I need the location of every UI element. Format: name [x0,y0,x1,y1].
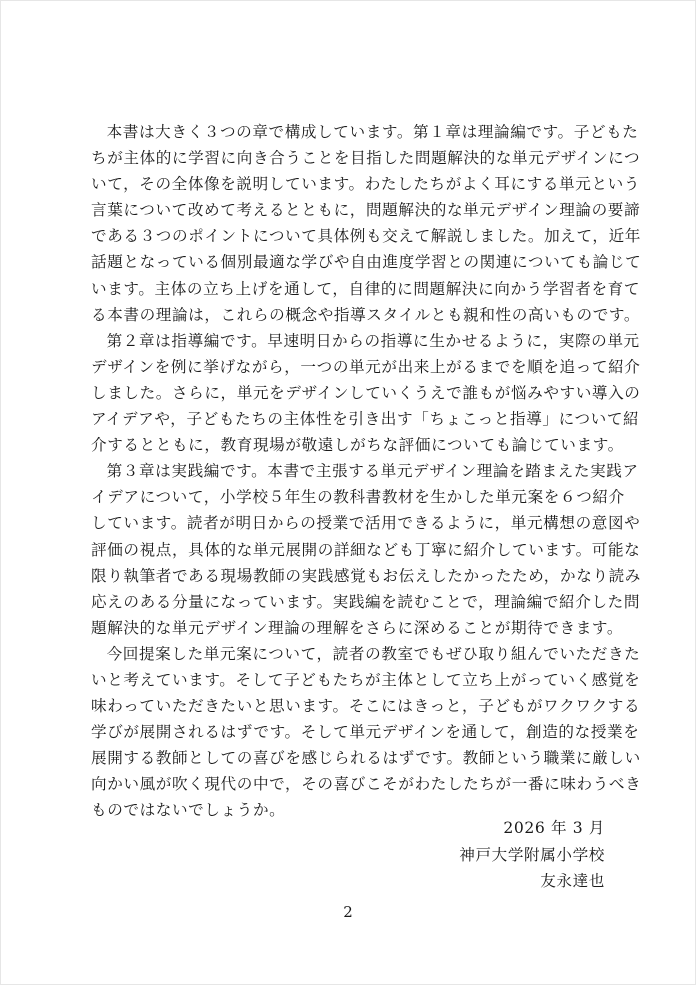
text-line: しています。読者が明日からの授業で活用できるように，単元構想の意図や [91,514,641,533]
text-line: 言葉について改めて考えるとともに，問題解決的な単元デザイン理論の要諦 [91,201,641,220]
text-line: 評価の視点，具体的な単元展開の詳細なども丁寧に紹介しています。可能な [91,540,641,559]
text-line: 限り執筆者である現場教師の実践感覚もお伝えしたかったため，かなり読み [91,566,641,585]
text-line: 今回提案した単元案について，読者の教室でもぜひ取り組んでいただきた [106,644,641,663]
text-line: 味わっていただきたいと思います。そこにはきっと，子どもがワクワクする [91,697,641,716]
text-line: 第２章は指導編です。早速明日からの指導に生かせるように，実際の単元 [106,331,640,350]
text-line: 向かい風が吹く現代の中で，その喜びこそがわたしたちが一番に味わうべき [91,775,642,794]
text-line: である３つのポイントについて具体例も交えて解説しました。加えて，近年 [91,227,641,246]
text-line: 第３章は実践編です。本書で主張する単元デザイン理論を踏まえた実践ア [106,462,639,481]
text-line: デザインを例に挙げながら，一つの単元が出来上がるまでを順を追って紹介 [91,357,641,376]
paragraph-2 [91,328,641,458]
text-line: ものではないでしょうか。 [91,801,286,820]
text-line: 応えのある分量になっています。実践編を読むことで，理論編で紹介した問 [91,592,641,611]
text-line: 本書は大きく３つの章で構成しています。第１章は理論編です。子どもた [106,123,639,141]
text-line: 話題となっている個別最適な学びや自由進度学習との関連についても論じて [91,253,642,272]
text-line: る本書の理論は，これらの概念や指導スタイルとも親和性の高いものです。 [91,305,641,324]
paragraph-3 [91,458,641,641]
page-number: 2 [343,903,353,921]
body-text [91,119,642,824]
text-line: しました。さらに，単元をデザインしていくうえで誰もが悩みやすい導入の [91,383,641,402]
text-line: いて，その全体像を説明しています。わたしたちがよく耳にする単元という [91,175,641,194]
paragraph-1 [91,119,642,328]
text-line: います。主体の立ち上げを通して，自律的に問題解決に向かう学習者を育て [91,279,641,298]
affiliation: 神戸大学附属小学校 [459,845,605,864]
text-line: 展開する教師としての喜びを感じられるはずです。教師という職業に厳しい [91,749,641,768]
paragraph-4 [91,641,642,824]
date: 2026 年 3 月 [503,819,605,837]
text-line: 題解決的な単元デザイン理論の理解をさらに深めることが期待できます。 [91,618,624,637]
author-name: 友永達也 [540,872,605,890]
text-line: いと考えています。そして子どもたちが主体として立ち上がっていく感覚を [91,670,641,689]
text-line: ちが主体的に学習に向き合うことを目指した問題解決的な単元デザインにつ [91,149,641,168]
text-line: 学びが展開されるはずです。そして単元デザインを通して，創造的な授業を [91,723,640,742]
text-line: イデアについて，小学校５年生の教科書教材を生かした単元案を６つ紹介 [91,488,625,507]
signature-block [459,815,605,895]
text-line: アイデアや，子どもたちの主体性を引き出す「ちょこっと指導」について紹 [91,410,640,429]
text-line: 介するとともに，教育現場が敬遠しがちな評価についても論じています。 [91,436,624,455]
